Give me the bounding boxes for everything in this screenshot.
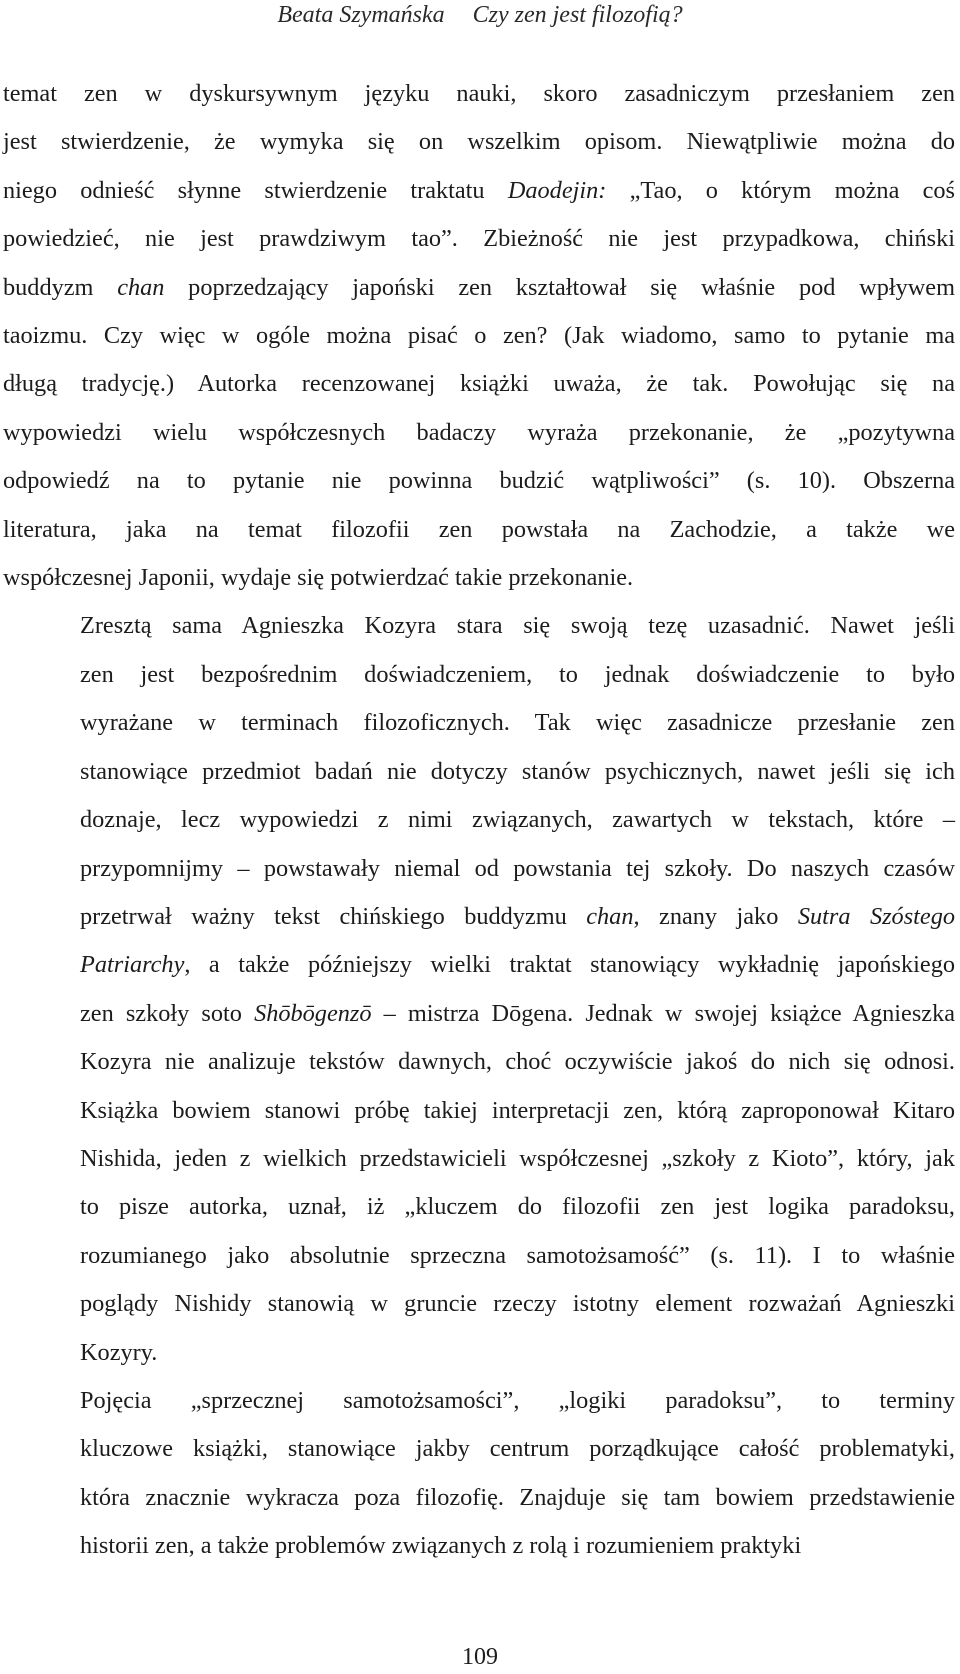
- header-author: Beata Szymańska: [277, 2, 445, 28]
- text-line: [3, 990, 955, 1038]
- text-line: [3, 167, 955, 215]
- text-run: poglądy Nishidy stanowią w gruncie rzeczy istotny element rozważań Agnieszki: [80, 1290, 955, 1318]
- text-run: , znany jako: [633, 902, 798, 930]
- text-run: Zresztą sama Agnieszka Kozyra stara się swoją tezę uzasadnić. Nawet jeśli: [80, 612, 955, 640]
- text-run: doznaje, lecz wypowiedzi z nimi związanych, zawartych w tekstach, które –: [80, 806, 955, 834]
- text-run: Kozyry.: [80, 1338, 158, 1366]
- italic-term: chan: [117, 273, 165, 301]
- text-line: [3, 1377, 955, 1425]
- italic-term: Sutra Szóstego: [797, 902, 955, 930]
- text-line: [3, 893, 955, 941]
- text-line: [3, 1087, 955, 1135]
- text-run: przetrwał ważny tekst chińskiego buddyzmu: [80, 902, 587, 930]
- paragraph: [3, 602, 955, 1377]
- text-line: [3, 1232, 955, 1280]
- paragraph: [3, 70, 955, 602]
- text-run: niego odnieść słynne stwierdzenie traktatu: [3, 176, 508, 204]
- text-run: buddyzm: [3, 273, 118, 301]
- text-line: [3, 796, 955, 844]
- text-run: Książka bowiem stanowi próbę takiej interpretacji zen, którą zaproponował Kitaro: [80, 1096, 955, 1124]
- text-run: Pojęcia „sprzecznej samotożsamości”, „logiki paradoksu”, to terminy: [80, 1386, 955, 1414]
- text-line: [3, 941, 955, 989]
- running-header: [0, 0, 960, 30]
- text-run: , a także późniejszy wielki traktat stanowiący wykładnię japońskiego: [184, 951, 955, 979]
- text-run: stanowiące przedmiot badań nie dotyczy stanów psychicznych, nawet jeśli się ich: [80, 757, 955, 785]
- italic-term: Shōbōgenzō: [254, 999, 372, 1027]
- text-run: taoizmu. Czy więc w ogóle można pisać o zen? (Jak wiadomo, samo to pytanie ma: [3, 322, 955, 350]
- text-run: „Tao, o którym można coś: [606, 176, 955, 204]
- text-line: [3, 1280, 955, 1328]
- text-line: [3, 1135, 955, 1183]
- text-run: rozumianego jako absolutnie sprzeczna samotożsamość” (s. 11). I to właśnie: [80, 1241, 955, 1269]
- text-line: [3, 360, 955, 408]
- text-line: [3, 602, 955, 650]
- text-line: [3, 1183, 955, 1231]
- text-run: zen szkoły soto: [80, 999, 255, 1027]
- text-line: [3, 1329, 955, 1377]
- text-line: [3, 506, 955, 554]
- text-run: – mistrza Dōgena. Jednak w swojej książce Agnieszka: [371, 999, 955, 1027]
- text-run: powiedzieć, nie jest prawdziwym tao”. Zbieżność nie jest przypadkowa, chiński: [3, 225, 955, 253]
- text-line: [3, 312, 955, 360]
- text-run: długą tradycję.) Autorka recenzowanej książki uważa, że tak. Powołując się na: [3, 370, 955, 398]
- text-run: kluczowe książki, stanowiące jakby centrum porządkujące całość problematyki,: [80, 1435, 955, 1463]
- text-line: [3, 1038, 955, 1086]
- paragraph: [3, 1377, 955, 1571]
- text-run: odpowiedź na to pytanie nie powinna budzić wątpliwości” (s. 10). Obszerna: [3, 467, 955, 495]
- text-line: [3, 1474, 955, 1522]
- text-line: [3, 845, 955, 893]
- text-run: to pisze autorka, uznał, iż „kluczem do filozofii zen jest logika paradoksu,: [80, 1193, 955, 1221]
- text-line: [3, 118, 955, 166]
- text-run: współczesnej Japonii, wydaje się potwierdzać takie przekonanie.: [3, 564, 634, 592]
- italic-term: chan: [586, 902, 634, 930]
- text-run: wypowiedzi wielu współczesnych badaczy wyraża przekonanie, że „pozytywna: [3, 418, 955, 446]
- text-line: [3, 457, 955, 505]
- text-line: [3, 70, 955, 118]
- body-text: [3, 70, 955, 1571]
- text-line: [3, 1522, 955, 1570]
- text-run: wyrażane w terminach filozoficznych. Tak więc zasadnicze przesłanie zen: [80, 709, 955, 737]
- text-run: temat zen w dyskursywnym języku nauki, skoro zasadniczym przesłaniem zen: [3, 80, 955, 107]
- text-run: przypomnijmy – powstawały niemal od powstania tej szkoły. Do naszych czasów: [80, 854, 955, 882]
- text-run: jest stwierdzenie, że wymyka się on wszelkim opisom. Niewątpliwie można do: [3, 128, 955, 156]
- header-title: Czy zen jest filozofią?: [472, 2, 683, 28]
- text-run: poprzedzający japoński zen kształtował się właśnie pod wpływem: [164, 273, 955, 301]
- text-line: [3, 699, 955, 747]
- text-line: [3, 215, 955, 263]
- text-line: [3, 409, 955, 457]
- text-run: Kozyra nie analizuje tekstów dawnych, choć oczywiście jakoś do nich się odnosi.: [80, 1048, 955, 1076]
- text-run: Nishida, jeden z wielkich przedstawicieli współczesnej „szkoły z Kioto”, który, jak: [80, 1144, 955, 1172]
- text-line: [3, 554, 955, 602]
- text-line: [3, 1425, 955, 1473]
- text-line: [3, 651, 955, 699]
- text-line: [3, 264, 955, 312]
- text-line: [3, 748, 955, 796]
- text-run: zen jest bezpośrednim doświadczeniem, to jednak doświadczenie to było: [80, 660, 955, 688]
- text-run: która znacznie wykracza poza filozofię. Znajduje się tam bowiem przedstawienie: [80, 1483, 955, 1511]
- page-number: 109: [462, 1644, 498, 1670]
- italic-term: Daodejin:: [507, 176, 607, 204]
- italic-term: Patriarchy: [80, 951, 185, 979]
- text-run: historii zen, a także problemów związanych z rolą i rozumieniem praktyki: [80, 1532, 802, 1560]
- text-run: literatura, jaka na temat filozofii zen powstała na Zachodzie, a także we: [3, 515, 955, 543]
